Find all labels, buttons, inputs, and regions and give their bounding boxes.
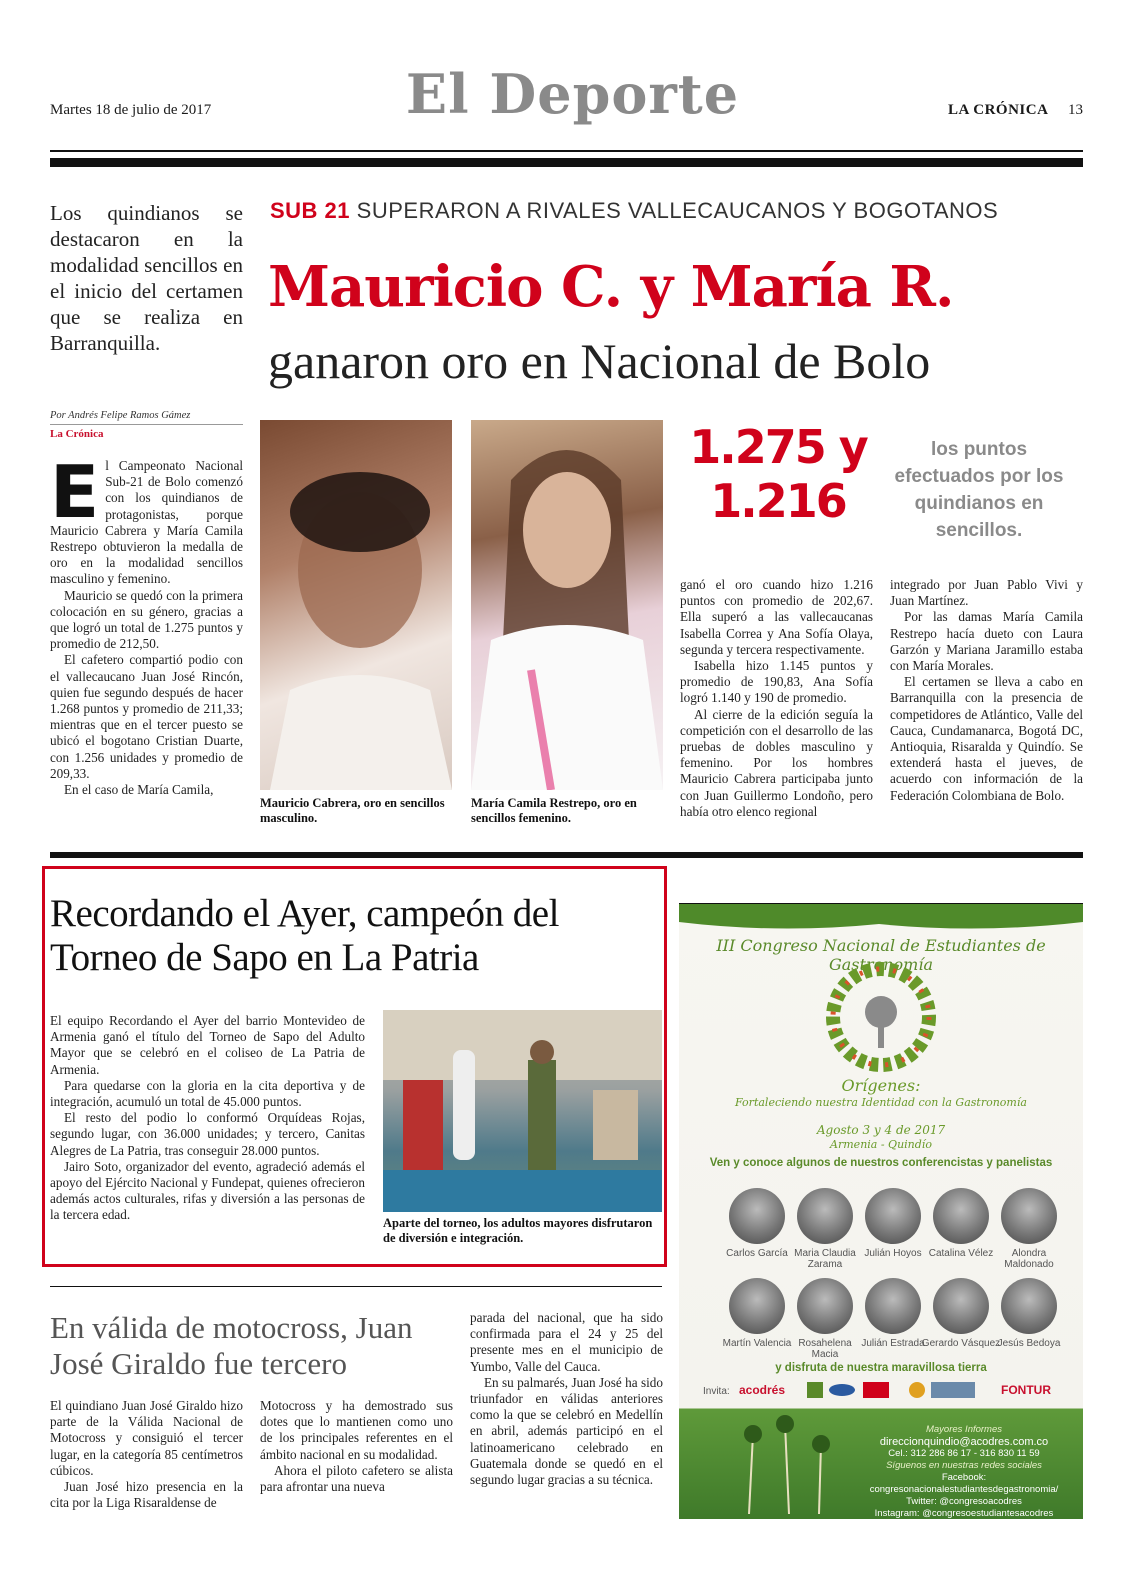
portrait-silhouette [260,420,452,790]
main-column-3 [680,577,873,820]
big-number-description: los puntos efectuados por los quindianos en sencillos. [894,439,1064,541]
speaker-photo [797,1188,853,1244]
speaker-photo [933,1188,989,1244]
paragraph: El quindiano Juan José Giraldo hizo parte de la Válida Nacional de Motocross y consiguió el tercer lugar, en la categoría 85 centímetros cúbicos. [50,1398,243,1478]
paragraph: Para quedarse con la gloria en la cita deportiva y de integración, acumuló un total de 45.000 puntos. [50,1077,365,1110]
speaker-name: Martín Valencia [722,1338,792,1349]
paragraph: El certamen se lleva a cabo en Barranquilla con la presencia de competidores de Atlántico, Valle del Cauca, Cundamanarca, Bogotá DC, Antioquia, Risaralda y Quindío. Se extenderá hasta el jueves, de acuerdo con información de la Federación Colombiana de Bolo. [890,674,1083,803]
speaker-name: Rosahelena Macia [798,1338,852,1360]
speaker-photo [729,1278,785,1334]
big-number: 1.275 y 1.216 [689,420,867,528]
drop-cap: E [50,450,100,534]
paragraph: Jairo Soto, organizador del evento, agradeció además el apoyo del Ejército Nacional y Fundepat, quienes ofrecieron además actos culturales, rifas y diversión a las personas de la tercera edad. [50,1158,365,1223]
speaker-name: Julián Estrada [861,1338,925,1349]
paragraph: Motocross y ha demostrado sus dotes que lo mantienen como uno de los principales referentes en el ámbito nacional en su modalidad. [260,1398,453,1462]
ad-origins: Orígenes: [841,1076,921,1095]
ad-email: direccionquindio@acodres.com.co [879,1436,1049,1448]
kicker [270,198,998,224]
masthead-rule-thin [50,150,1083,152]
paragraph: Isabella hizo 1.145 puntos y promedio de 190,83, Ana Sofía logró 1.140 y 190 de promedio. [680,658,873,706]
main-column-1 [50,450,243,798]
paragraph: El resto del podio lo conformó Orquídeas Rojas, segundo lugar, con 36.000 unidades; y tercero, Canitas Alegres de La Patria, tras conseguir 28.000 puntos. [50,1110,365,1158]
speaker-photo [797,1278,853,1334]
sapo-body [50,1013,365,1224]
sapo-photo-caption: Aparte del torneo, los adultos mayores disfrutaron de diversión e integración. [383,1216,653,1245]
byline: Por Andrés Felipe Ramos Gámez [50,410,243,425]
moto-column-1 [50,1398,243,1511]
speaker-photo [933,1278,989,1334]
paragraph: El cafetero compartió podio con el vallecaucano Juan José Rincón, quien fue segundo después de hacer 1.268 puntos y promedio de 211,33; mientras que en el tercer puesto se ubicó el bogotano Cristian Duarte, con 1.256 unidades y promedio de 209,33. [50,652,243,781]
portrait-silhouette [471,420,663,790]
moto-headline: En válida de motocross, Juan José Giraldo fue tercero [50,1310,413,1381]
ad-social-title: Síguenos en nuestras redes sociales [886,1460,1042,1471]
photo-mauricio-cabrera [260,420,452,790]
sponsor-logo [807,1382,823,1398]
kicker-text: SUPERARON A RIVALES VALLECAUCANOS Y BOGOTANOS [356,198,999,223]
palm-trees-illustration [719,1414,839,1514]
ad-invite-label: Invita: [703,1386,730,1397]
paragraph: Ahora el piloto cafetero se alista para afrontar una nueva [260,1462,453,1495]
speaker-photo [1001,1278,1057,1334]
ad-call: Ven y conoce algunos de nuestros conferencistas y panelistas [709,1157,1053,1169]
paragraph: Al cierre de la edición seguía la competición con el desarrollo de las pruebas de dobles masculino y femenino. Por los hombres Mauricio Cabrera participaba junto con Juan Guillermo Londoño, pero había otro elenco regional [680,706,873,819]
page-number: 13 [1068,102,1083,118]
moto-rule [50,1286,662,1287]
sponsor-logo [909,1382,925,1398]
leaf-garland [679,904,1083,934]
main-headline: Mauricio C. y María R. [268,254,954,320]
speaker-photo [865,1188,921,1244]
sponsor-acodres-logo: acodrés [739,1383,786,1397]
paragraph: Juan José hizo presencia en la cita por la Liga Risaraldense de [50,1479,243,1511]
speaker-photo [1001,1188,1057,1244]
section-rule [50,852,1083,858]
story-lede: Los quindianos se destacaron en la modalidad sencillos en el inicio del certamen que se realiza en Barranquilla. [50,201,243,355]
paragraph: En su palmarés, Juan José ha sido triunfador en válidas anteriores como la que se celebró en Medellín en abril, además participó en el latinoamericano celebrado en Guatemala donde se quedó en el segundo lugar gracias a su técnica. [470,1374,663,1488]
moto-column-2 [260,1398,453,1495]
byline-source: La Crónica [50,428,104,440]
ad-twitter: Twitter: @congresoacodres [906,1496,1022,1507]
ad-contact-block [849,1424,1079,1520]
paragraph: integrado por Juan Pablo Vivi y Juan Martínez. [890,577,1083,609]
ad-instagram: Instagram: @congresoestudiantesacodres [874,1508,1054,1519]
sponsor-logo [863,1382,889,1398]
sapo-headline: Recordando el Ayer, campeón del Torneo de Sapo en La Patria [50,892,559,979]
speaker-name: Julián Hoyos [864,1248,922,1259]
issue-date: Martes 18 de julio de 2017 [50,102,212,118]
ad-place: Armenia - Quindío [830,1138,932,1151]
photo-caption-1: Mauricio Cabrera, oro en sencillos masculino. [260,796,445,825]
kicker-bold: SUB 21 [270,198,351,223]
ad-dates: Agosto 3 y 4 de 2017 [816,1123,946,1137]
vegetable-wreath-icon [821,962,941,1072]
paragraph: Mauricio se quedó con la primera colocación en su género, gracias a que logró un total de 1.275 puntos y promedio de 212,50. [50,587,243,652]
paragraph: Por las damas María Camila Restrepo hacía dueto con Laura Garzón y Mariana Jaramillo estaba con María Morales. [890,609,1083,674]
gastronomy-advertisement [679,903,1083,1519]
speaker-name: Jesús Bedoya [997,1338,1061,1349]
ad-facebook: Facebook: congresonacionalestudiantesdegastronomia/ [869,1472,1059,1495]
photo-caption-2: María Camila Restrepo, oro en sencillos femenino. [471,796,637,825]
ad-tagline: Fortaleciendo nuestra Identidad con la Gastronomía [735,1096,1027,1109]
moto-column-3 [470,1310,663,1488]
sponsor-logo [829,1384,855,1396]
main-column-4 [890,577,1083,804]
paragraph: El equipo Recordando el Ayer del barrio Montevideo de Armenia ganó el título del Torneo de Sapo del Adulto Mayor que se celebró en el coliseo de La Patria de Armenia. [50,1013,365,1077]
paragraph: parada del nacional, que ha sido confirmada para el 24 y 25 del presente mes en el municipio de Yumbo, Valle del Cauca. [470,1310,663,1374]
section-title: El Deporte [405,62,740,126]
speaker-name: Catalina Vélez [928,1248,994,1259]
photo-sapo-tournament [383,1010,662,1212]
speaker-name: Maria Claudia Zarama [794,1248,856,1270]
speaker-name: Carlos García [726,1248,788,1259]
ad-phones: Cel.: 312 286 86 17 - 316 830 11 59 [888,1448,1040,1459]
ad-title: III Congreso Nacional de Estudiantes de Gastronomía [716,936,1046,974]
main-subhead: ganaron oro en Nacional de Bolo [268,333,931,389]
gym-scene [383,1010,662,1212]
speaker-photo [729,1188,785,1244]
speaker-name: Gerardo Vásquez [921,1338,1001,1349]
paragraph: En el caso de María Camila, [64,782,214,798]
ad-enjoy: y disfruta de nuestra maravillosa tierra [775,1362,987,1374]
sponsor-logo [931,1382,975,1398]
photo-maria-camila-restrepo [471,420,663,790]
paragraph: l Campeonato Nacional Sub-21 de Bolo comenzó con los quindianos de protagonistas, porque Mauricio Cabrera y María Camila Restrepo obtuvieron la medalla de oro en la modalidad sencillos masculino y femenino. [50,458,243,587]
paragraph: ganó el oro cuando hizo 1.216 puntos con promedio de 202,67. Ella superó a las vallecaucanas Isabella Correa y Ana Sofía Olaya, segunda y tercera respectivamente. [680,577,873,657]
masthead-rule-thick [50,158,1083,167]
sponsor-fontur-logo: FONTUR [1001,1383,1051,1397]
speaker-photo [865,1278,921,1334]
newspaper-name: LA CRÓNICA [948,102,1049,118]
speaker-name: Alondra Maldonado [1004,1248,1054,1270]
ad-info-title: Mayores Informes [925,1424,1003,1435]
